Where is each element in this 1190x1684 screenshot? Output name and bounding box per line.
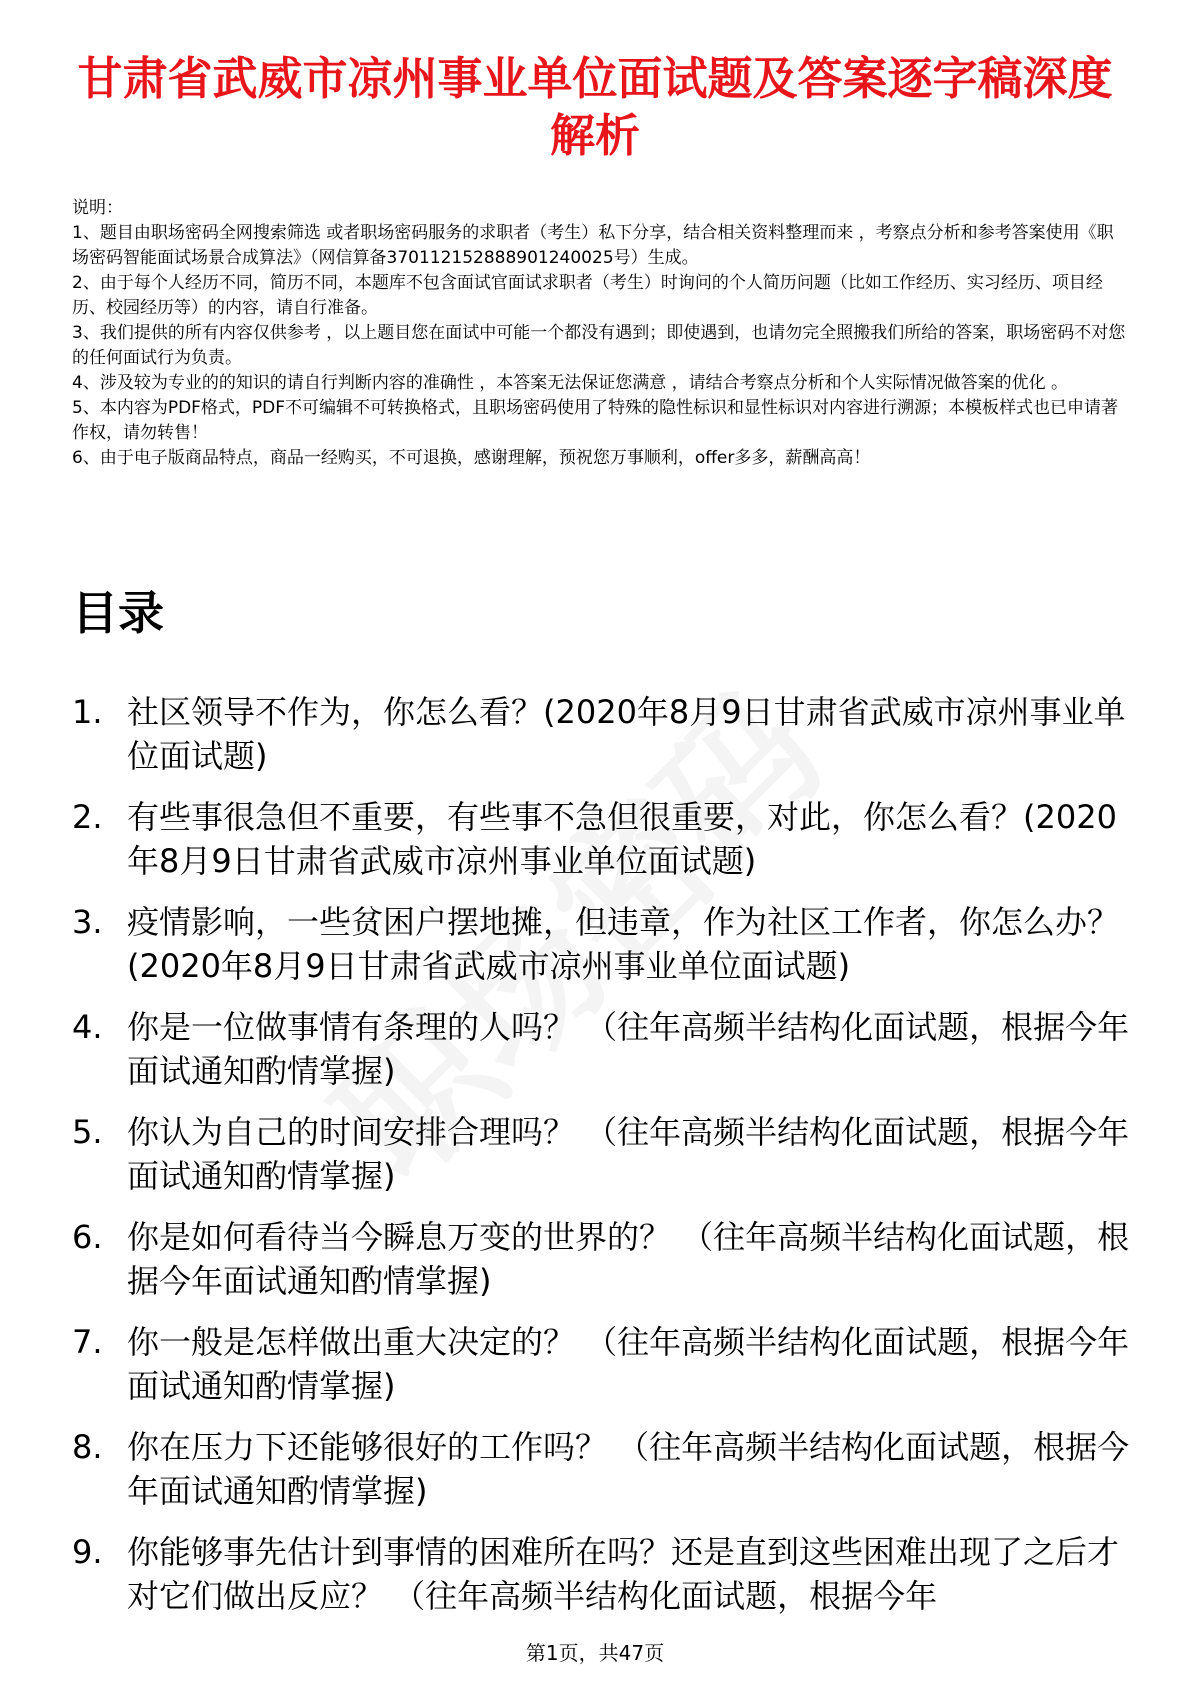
toc-item[interactable] — [72, 1110, 1130, 1198]
toc-item[interactable] — [72, 795, 1130, 883]
toc-item-text: 你能够事先估计到事情的困难所在吗？还是直到这些困难出现了之后才对它们做出反应？ （往年高频半结构化面试题，根据今年 — [127, 1533, 1120, 1615]
note-item: 4、涉及较为专业的的知识的请自行判断内容的准确性 ，本答案无法保证您满意 ，请结合考察点分析和个人实际情况做答案的优化 。 — [72, 373, 1069, 393]
page-footer: 第1页，共47页 — [525, 1641, 665, 1665]
toc-item-text: 你一般是怎样做出重大决定的？ （往年高频半结构化面试题，根据今年面试通知酌情掌握) — [127, 1323, 1130, 1405]
toc-item-number: 7. — [72, 1323, 103, 1361]
toc-item-number: 4. — [72, 1008, 103, 1046]
notes-section — [72, 196, 1127, 471]
toc-item-number: 5. — [72, 1113, 103, 1151]
toc-item-number: 2. — [72, 798, 103, 836]
toc-item[interactable] — [72, 1425, 1130, 1513]
toc-item-text: 疫情影响，一些贫困户摆地摊，但违章，作为社区工作者，你怎么办？(2020年8月9日甘肃省武威市凉州事业单位面试题) — [127, 903, 1120, 985]
toc-item-number: 6. — [72, 1218, 103, 1256]
notes-heading: 说明： — [72, 198, 123, 218]
toc-heading: 目录 — [72, 586, 164, 640]
toc-item-number: 9. — [72, 1533, 103, 1571]
note-item: 3、我们提供的所有内容仅供参考 ，以上题目您在面试中可能一个都没有遇到；即使遇到，也请勿完全照搬我们所给的答案，职场密码不对您的任何面试行为负责。 — [72, 323, 1126, 368]
toc-item-text: 你是如何看待当今瞬息万变的世界的？ （往年高频半结构化面试题，根据今年面试通知酌情掌握) — [127, 1218, 1130, 1300]
toc-item-text: 你认为自己的时间安排合理吗？ （往年高频半结构化面试题，根据今年面试通知酌情掌握) — [127, 1113, 1130, 1195]
note-item: 6、由于电子版商品特点，商品一经购买，不可退换，感谢理解，预祝您万事顺利，offer多多，薪酬高高！ — [72, 448, 871, 468]
toc-item[interactable] — [72, 1005, 1130, 1093]
toc-item-number: 1. — [72, 693, 103, 731]
table-of-contents — [72, 690, 1130, 1635]
toc-item-text: 你在压力下还能够很好的工作吗？ （往年高频半结构化面试题，根据今年面试通知酌情掌握) — [127, 1428, 1130, 1510]
toc-item[interactable] — [72, 1530, 1130, 1618]
note-item: 1、题目由职场密码全网搜索筛选 或者职场密码服务的求职者（考生）私下分享，结合相关资料整理而来 ，考察点分析和参考答案使用《职场密码智能面试场景合成算法》（网信算备370112152888901240025号）生成。 — [72, 223, 1114, 268]
toc-item-text: 社区领导不作为，你怎么看？(2020年8月9日甘肃省武威市凉州事业单位面试题) — [127, 693, 1126, 775]
document-title: 甘肃省武威市凉州事业单位面试题及答案逐字稿深度解析 — [77, 52, 1113, 162]
toc-item-text: 你是一位做事情有条理的人吗？ （往年高频半结构化面试题，根据今年面试通知酌情掌握) — [127, 1008, 1130, 1090]
toc-item[interactable] — [72, 900, 1130, 988]
toc-item[interactable] — [72, 1215, 1130, 1303]
toc-item-number: 8. — [72, 1428, 103, 1466]
toc-item-text: 有些事很急但不重要，有些事不急但很重要，对此，你怎么看？(2020年8月9日甘肃省武威市凉州事业单位面试题) — [127, 798, 1117, 880]
toc-item[interactable] — [72, 1320, 1130, 1408]
note-item: 2、由于每个人经历不同，简历不同，本题库不包含面试官面试求职者（考生）时询问的个人简历问题（比如工作经历、实习经历、项目经历、校园经历等）的内容，请自行准备。 — [72, 273, 1103, 318]
toc-item[interactable] — [72, 690, 1130, 778]
note-item: 5、本内容为PDF格式，PDF不可编辑不可转换格式，且职场密码使用了特殊的隐性标识和显性标识对内容进行溯源；本模板样式也已申请著作权，请勿转售！ — [72, 398, 1119, 443]
toc-item-number: 3. — [72, 903, 103, 941]
